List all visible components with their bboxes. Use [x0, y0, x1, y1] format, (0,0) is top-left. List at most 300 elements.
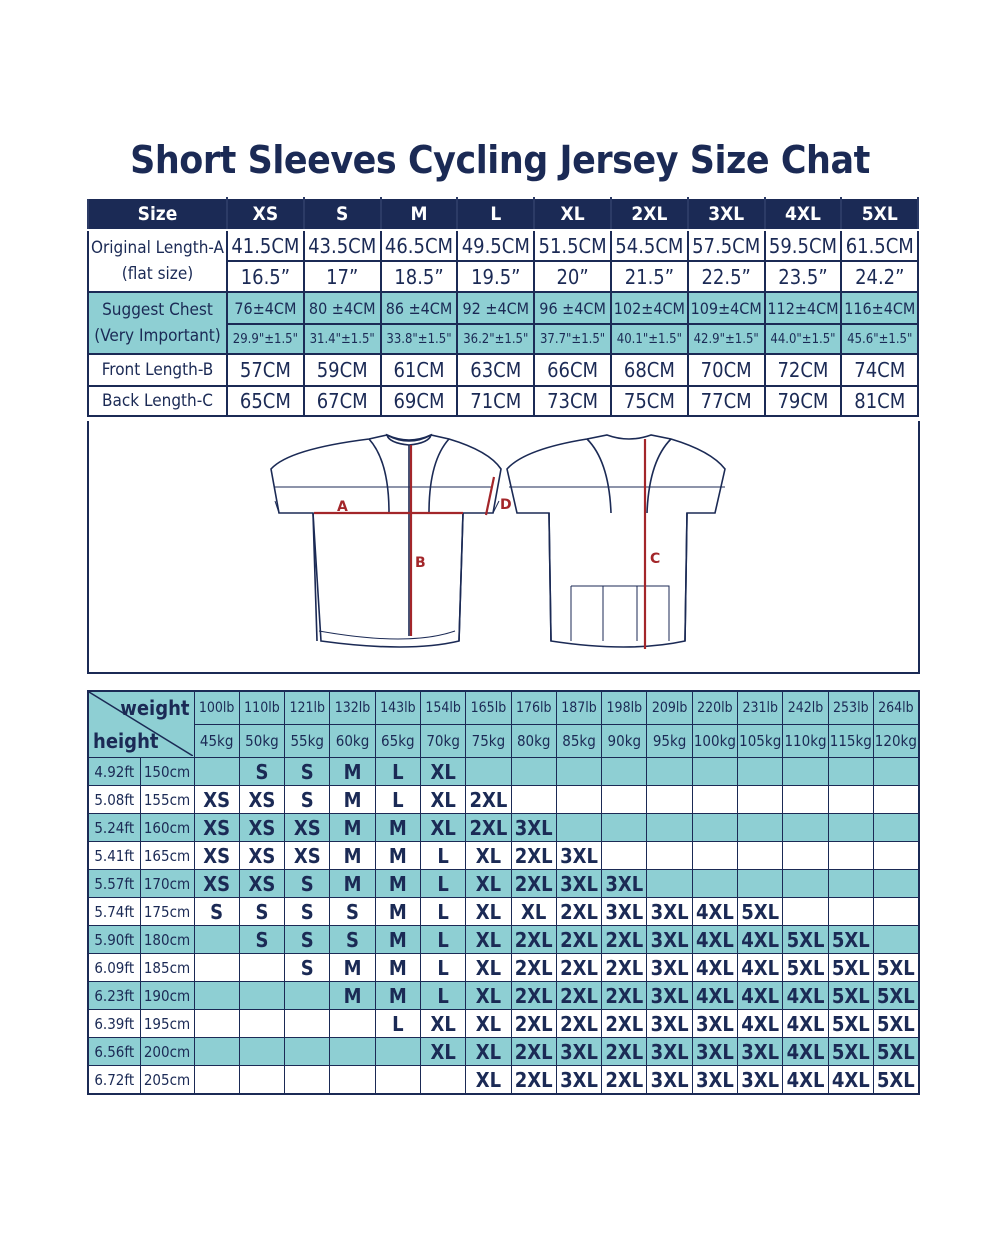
size-recommendation: 4XL: [692, 954, 737, 982]
size-recommendation: 5XL: [783, 954, 828, 982]
size-recommendation: XL: [420, 758, 465, 786]
size-recommendation: 2XL: [511, 1038, 556, 1066]
size-recommendation: XL: [466, 898, 511, 926]
size-recommendation: 2XL: [511, 926, 556, 954]
size-recommendation: [738, 814, 783, 842]
original-length-cm: 49.5CM: [457, 230, 534, 261]
front-length-value: 70CM: [688, 354, 765, 386]
height-cm: 175cm: [140, 898, 194, 926]
size-recommendation: 4XL: [692, 926, 737, 954]
size-recommendation: XS: [239, 814, 284, 842]
height-ft: 5.57ft: [88, 870, 140, 898]
size-recommendation: 2XL: [511, 982, 556, 1010]
weight-kg-cell: 70kg: [420, 725, 465, 758]
size-recommendation: 3XL: [556, 1066, 601, 1095]
original-length-cm-row: [88, 230, 918, 261]
size-recommendation: M: [330, 870, 375, 898]
original-length-inch: 20”: [534, 261, 611, 292]
jersey-diagram: [87, 421, 920, 674]
size-recommendation: 3XL: [556, 870, 601, 898]
size-recommendation: 2XL: [602, 1066, 647, 1095]
size-recommendation: 5XL: [783, 926, 828, 954]
size-recommendation: [783, 898, 828, 926]
height-row: [88, 758, 919, 786]
size-recommendation: [647, 814, 692, 842]
size-recommendation: 3XL: [738, 1038, 783, 1066]
size-recommendation: 4XL: [738, 954, 783, 982]
back-length-row: [88, 386, 918, 416]
size-recommendation: 2XL: [602, 926, 647, 954]
weight-kg-cell: 45kg: [194, 725, 239, 758]
front-length-value: 66CM: [534, 354, 611, 386]
size-header-row: [88, 198, 918, 230]
front-length-value: 59CM: [304, 354, 381, 386]
size-recommendation: 2XL: [602, 982, 647, 1010]
size-recommendation: L: [375, 1010, 420, 1038]
size-recommendation: 5XL: [873, 982, 918, 1010]
height-weight-table: [87, 690, 920, 1095]
size-recommendation: 5XL: [873, 1010, 918, 1038]
weight-lb-cell: 154lb: [420, 691, 465, 725]
weight-lb-cell: 100lb: [194, 691, 239, 725]
size-recommendation: 4XL: [692, 982, 737, 1010]
diagram-label-c: C: [650, 551, 661, 567]
original-length-inch: 16.5”: [227, 261, 304, 292]
size-recommendation: 3XL: [647, 982, 692, 1010]
height-cm: 180cm: [140, 926, 194, 954]
size-recommendation: [647, 870, 692, 898]
size-cell: 5XL: [841, 198, 918, 230]
original-length-cm: 59.5CM: [765, 230, 842, 261]
size-recommendation: XS: [239, 786, 284, 814]
size-recommendation: [873, 842, 918, 870]
size-recommendation: XL: [466, 1066, 511, 1095]
size-recommendation: [556, 814, 601, 842]
front-length-label: Front Length-B: [88, 354, 227, 386]
size-recommendation: 3XL: [647, 1010, 692, 1038]
size-recommendation: M: [330, 982, 375, 1010]
size-recommendation: [239, 982, 284, 1010]
back-length-label: Back Length-C: [88, 386, 227, 416]
back-length-value: 79CM: [765, 386, 842, 416]
size-recommendation: M: [330, 758, 375, 786]
size-recommendation: 3XL: [692, 1010, 737, 1038]
original-length-inch: 23.5”: [765, 261, 842, 292]
weight-kg-cell: 120kg: [873, 725, 918, 758]
weight-lb-row: [88, 691, 919, 725]
size-recommendation: XS: [194, 786, 239, 814]
back-length-value: 77CM: [688, 386, 765, 416]
suggest-chest-cm-row: [88, 292, 918, 324]
height-ft: 5.74ft: [88, 898, 140, 926]
size-recommendation: L: [375, 786, 420, 814]
size-recommendation: 4XL: [783, 982, 828, 1010]
height-cm: 170cm: [140, 870, 194, 898]
size-recommendation: M: [330, 954, 375, 982]
size-recommendation: L: [420, 926, 465, 954]
weight-kg-cell: 60kg: [330, 725, 375, 758]
weight-kg-cell: 50kg: [239, 725, 284, 758]
front-length-value: 61CM: [381, 354, 458, 386]
original-length-cm: 57.5CM: [688, 230, 765, 261]
size-recommendation: L: [420, 898, 465, 926]
size-recommendation: [194, 926, 239, 954]
size-recommendation: 5XL: [828, 1038, 873, 1066]
size-recommendation: 2XL: [511, 954, 556, 982]
size-recommendation: [511, 786, 556, 814]
header-corner: [88, 691, 194, 758]
suggest-chest-cm: 76±4CM: [227, 292, 304, 324]
size-cell: M: [381, 198, 458, 230]
original-length-inch: 24.2”: [841, 261, 918, 292]
size-recommendation: [239, 1010, 284, 1038]
height-row: [88, 954, 919, 982]
size-recommendation: 3XL: [602, 898, 647, 926]
weight-kg-cell: 100kg: [692, 725, 737, 758]
size-recommendation: 5XL: [738, 898, 783, 926]
diagram-label-d: D: [500, 497, 512, 513]
size-recommendation: 3XL: [647, 898, 692, 926]
original-length-cm: 51.5CM: [534, 230, 611, 261]
size-recommendation: [873, 870, 918, 898]
original-length-inch: 17”: [304, 261, 381, 292]
size-recommendation: XL: [466, 1010, 511, 1038]
size-recommendation: [738, 786, 783, 814]
height-row: [88, 898, 919, 926]
size-recommendation: 5XL: [873, 1066, 918, 1095]
size-recommendation: 2XL: [556, 898, 601, 926]
size-recommendation: [738, 758, 783, 786]
size-recommendation: XL: [420, 1010, 465, 1038]
size-recommendation: [466, 758, 511, 786]
weight-lb-cell: 264lb: [873, 691, 918, 725]
size-recommendation: [738, 842, 783, 870]
original-length-cm: 46.5CM: [381, 230, 458, 261]
size-recommendation: [194, 954, 239, 982]
size-recommendation: [783, 870, 828, 898]
size-recommendation: XL: [466, 982, 511, 1010]
size-recommendation: [692, 786, 737, 814]
size-recommendation: [285, 1010, 330, 1038]
size-recommendation: M: [375, 870, 420, 898]
height-ft: 6.56ft: [88, 1038, 140, 1066]
size-recommendation: XL: [420, 814, 465, 842]
weight-lb-cell: 165lb: [466, 691, 511, 725]
page-title: Short Sleeves Cycling Jersey Size Chat: [130, 138, 870, 182]
size-recommendation: 5XL: [828, 1010, 873, 1038]
size-recommendation: 2XL: [556, 954, 601, 982]
weight-kg-cell: 85kg: [556, 725, 601, 758]
size-recommendation: 3XL: [556, 1038, 601, 1066]
back-length-value: 71CM: [457, 386, 534, 416]
size-recommendation: XL: [466, 870, 511, 898]
size-recommendation: [828, 814, 873, 842]
size-recommendation: [194, 982, 239, 1010]
size-recommendation: 3XL: [647, 926, 692, 954]
height-label: height: [93, 729, 159, 753]
size-recommendation: S: [285, 758, 330, 786]
height-row: [88, 982, 919, 1010]
suggest-chest-inch: 40.1"±1.5": [611, 324, 688, 354]
size-recommendation: [783, 786, 828, 814]
size-recommendation: 2XL: [556, 926, 601, 954]
weight-kg-cell: 110kg: [783, 725, 828, 758]
suggest-chest-inch: 42.9"±1.5": [688, 324, 765, 354]
size-recommendation: XL: [466, 842, 511, 870]
size-recommendation: XL: [420, 1038, 465, 1066]
size-recommendation: S: [285, 954, 330, 982]
weight-lb-cell: 110lb: [239, 691, 284, 725]
size-recommendation: 3XL: [692, 1066, 737, 1095]
front-length-value: 57CM: [227, 354, 304, 386]
size-recommendation: [194, 758, 239, 786]
size-recommendation: 4XL: [738, 1010, 783, 1038]
size-recommendation: 2XL: [511, 842, 556, 870]
weight-kg-cell: 90kg: [602, 725, 647, 758]
size-recommendation: [420, 1066, 465, 1095]
size-recommendation: XL: [466, 954, 511, 982]
size-recommendation: [873, 926, 918, 954]
height-ft: 5.41ft: [88, 842, 140, 870]
suggest-chest-cm: 96 ±4CM: [534, 292, 611, 324]
size-recommendation: [375, 1038, 420, 1066]
height-ft: 5.24ft: [88, 814, 140, 842]
jersey-illustration: [89, 421, 918, 672]
weight-kg-cell: 95kg: [647, 725, 692, 758]
front-length-value: 68CM: [611, 354, 688, 386]
size-recommendation: 4XL: [692, 898, 737, 926]
size-cell: XL: [534, 198, 611, 230]
size-recommendation: S: [330, 926, 375, 954]
suggest-chest-cm: 86 ±4CM: [381, 292, 458, 324]
size-recommendation: S: [285, 898, 330, 926]
size-recommendation: 4XL: [783, 1038, 828, 1066]
suggest-chest-inch: 31.4"±1.5": [304, 324, 381, 354]
size-cell: S: [304, 198, 381, 230]
size-recommendation: XS: [285, 842, 330, 870]
size-recommendation: M: [330, 786, 375, 814]
weight-kg-row: [88, 725, 919, 758]
original-length-cm: 61.5CM: [841, 230, 918, 261]
size-recommendation: [239, 954, 284, 982]
suggest-chest-cm: 112±4CM: [765, 292, 842, 324]
size-recommendation: 2XL: [511, 1066, 556, 1095]
height-row: [88, 814, 919, 842]
size-recommendation: 3XL: [692, 1038, 737, 1066]
size-recommendation: [692, 870, 737, 898]
back-length-value: 65CM: [227, 386, 304, 416]
size-recommendation: S: [239, 758, 284, 786]
size-recommendation: [828, 786, 873, 814]
size-recommendation: L: [420, 954, 465, 982]
size-recommendation: 5XL: [828, 982, 873, 1010]
size-recommendation: [647, 842, 692, 870]
suggest-chest-inch: 44.0"±1.5": [765, 324, 842, 354]
size-recommendation: 3XL: [556, 842, 601, 870]
height-cm: 155cm: [140, 786, 194, 814]
weight-kg-cell: 80kg: [511, 725, 556, 758]
size-recommendation: M: [375, 898, 420, 926]
suggest-chest-inch: 45.6"±1.5": [841, 324, 918, 354]
size-recommendation: L: [420, 982, 465, 1010]
size-recommendation: S: [285, 870, 330, 898]
weight-lb-cell: 187lb: [556, 691, 601, 725]
size-recommendation: M: [375, 926, 420, 954]
size-recommendation: [738, 870, 783, 898]
size-recommendation: 2XL: [602, 1010, 647, 1038]
size-recommendation: [873, 814, 918, 842]
size-recommendation: 4XL: [738, 982, 783, 1010]
size-recommendation: XL: [466, 1038, 511, 1066]
back-length-value: 69CM: [381, 386, 458, 416]
size-recommendation: M: [375, 982, 420, 1010]
size-recommendation: 3XL: [602, 870, 647, 898]
size-recommendation: [285, 982, 330, 1010]
original-length-inch: 21.5”: [611, 261, 688, 292]
size-recommendation: 4XL: [783, 1066, 828, 1095]
height-cm: 200cm: [140, 1038, 194, 1066]
size-header: Size: [88, 198, 227, 230]
height-ft: 6.39ft: [88, 1010, 140, 1038]
size-recommendation: S: [285, 926, 330, 954]
size-recommendation: 3XL: [647, 1038, 692, 1066]
size-recommendation: [511, 758, 556, 786]
size-recommendation: [285, 1066, 330, 1095]
height-cm: 150cm: [140, 758, 194, 786]
original-length-inch: 22.5”: [688, 261, 765, 292]
size-recommendation: [783, 814, 828, 842]
size-recommendation: 2XL: [602, 1038, 647, 1066]
size-recommendation: [194, 1038, 239, 1066]
size-recommendation: [330, 1066, 375, 1095]
size-recommendation: [783, 758, 828, 786]
weight-lb-cell: 242lb: [783, 691, 828, 725]
height-cm: 190cm: [140, 982, 194, 1010]
size-recommendation: S: [285, 786, 330, 814]
weight-lb-cell: 143lb: [375, 691, 420, 725]
size-recommendation: XL: [511, 898, 556, 926]
size-recommendation: 2XL: [556, 1010, 601, 1038]
size-recommendation: M: [330, 842, 375, 870]
size-recommendation: 5XL: [873, 1038, 918, 1066]
suggest-chest-cm: 102±4CM: [611, 292, 688, 324]
size-recommendation: 4XL: [738, 926, 783, 954]
back-length-value: 73CM: [534, 386, 611, 416]
size-recommendation: [330, 1010, 375, 1038]
size-recommendation: S: [330, 898, 375, 926]
original-length-cm: 41.5CM: [227, 230, 304, 261]
suggest-chest-inch: 37.7"±1.5": [534, 324, 611, 354]
size-recommendation: [647, 758, 692, 786]
suggest-chest-inch: 36.2"±1.5": [457, 324, 534, 354]
size-recommendation: 2XL: [602, 954, 647, 982]
size-recommendation: 3XL: [511, 814, 556, 842]
size-recommendation: XS: [194, 814, 239, 842]
size-recommendation: M: [375, 842, 420, 870]
weight-lb-cell: 176lb: [511, 691, 556, 725]
size-recommendation: 3XL: [647, 954, 692, 982]
front-length-row: [88, 354, 918, 386]
size-recommendation: [375, 1066, 420, 1095]
weight-kg-cell: 55kg: [285, 725, 330, 758]
size-recommendation: XS: [194, 842, 239, 870]
suggest-chest-cm: 116±4CM: [841, 292, 918, 324]
height-ft: 6.23ft: [88, 982, 140, 1010]
size-recommendation: 5XL: [873, 954, 918, 982]
size-recommendation: [194, 1066, 239, 1095]
front-length-value: 63CM: [457, 354, 534, 386]
size-recommendation: XS: [194, 870, 239, 898]
size-recommendation: [602, 786, 647, 814]
height-ft: 6.72ft: [88, 1066, 140, 1095]
size-recommendation: L: [375, 758, 420, 786]
weight-lb-cell: 132lb: [330, 691, 375, 725]
size-recommendation: [692, 758, 737, 786]
size-recommendation: [602, 842, 647, 870]
size-recommendation: [556, 786, 601, 814]
size-recommendation: 4XL: [783, 1010, 828, 1038]
size-recommendation: XS: [239, 842, 284, 870]
size-recommendation: [602, 758, 647, 786]
size-recommendation: [692, 842, 737, 870]
height-ft: 6.09ft: [88, 954, 140, 982]
diagram-label-a: A: [337, 499, 348, 515]
height-ft: 5.08ft: [88, 786, 140, 814]
weight-lb-cell: 220lb: [692, 691, 737, 725]
size-cell: XS: [227, 198, 304, 230]
size-recommendation: [828, 758, 873, 786]
size-recommendation: [783, 842, 828, 870]
height-cm: 205cm: [140, 1066, 194, 1095]
size-recommendation: L: [420, 870, 465, 898]
size-recommendation: 5XL: [828, 954, 873, 982]
original-length-cm: 43.5CM: [304, 230, 381, 261]
size-recommendation: S: [239, 898, 284, 926]
size-recommendation: 2XL: [556, 982, 601, 1010]
height-cm: 185cm: [140, 954, 194, 982]
size-recommendation: 2XL: [466, 814, 511, 842]
measurement-table: [87, 197, 919, 417]
size-recommendation: 2XL: [466, 786, 511, 814]
fit-body: [88, 758, 919, 1095]
height-cm: 165cm: [140, 842, 194, 870]
height-row: [88, 842, 919, 870]
size-cell: L: [457, 198, 534, 230]
height-row: [88, 786, 919, 814]
back-length-value: 67CM: [304, 386, 381, 416]
size-recommendation: XS: [239, 870, 284, 898]
size-recommendation: 2XL: [511, 870, 556, 898]
height-ft: 5.90ft: [88, 926, 140, 954]
size-recommendation: [692, 814, 737, 842]
height-row: [88, 1038, 919, 1066]
original-length-label: Original Length-A (flat size): [88, 230, 227, 292]
size-recommendation: 3XL: [738, 1066, 783, 1095]
suggest-chest-inch: 29.9"±1.5": [227, 324, 304, 354]
original-length-inch: 18.5”: [381, 261, 458, 292]
back-length-value: 75CM: [611, 386, 688, 416]
size-recommendation: [828, 842, 873, 870]
size-recommendation: M: [375, 814, 420, 842]
height-cm: 195cm: [140, 1010, 194, 1038]
weight-lb-cell: 231lb: [738, 691, 783, 725]
back-length-value: 81CM: [841, 386, 918, 416]
size-recommendation: S: [194, 898, 239, 926]
size-recommendation: [647, 786, 692, 814]
weight-lb-cell: 198lb: [602, 691, 647, 725]
height-row: [88, 870, 919, 898]
size-recommendation: XL: [466, 926, 511, 954]
